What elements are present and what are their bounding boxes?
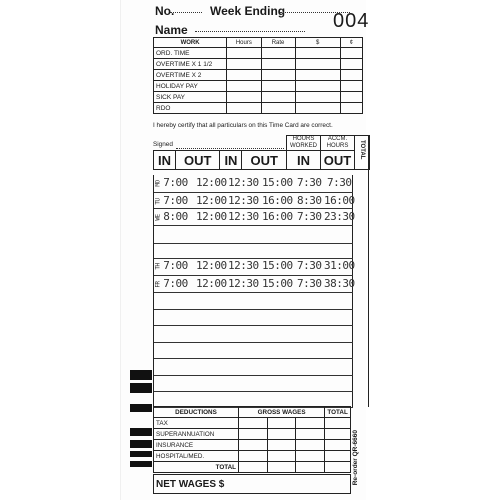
- stamp-out-1: 12:00: [196, 194, 227, 207]
- pay-cell[interactable]: [295, 59, 340, 70]
- stamp-in-2: 12:30: [228, 194, 259, 207]
- pay-header-hours: Hours: [227, 38, 261, 48]
- stamp-in-2: 12:30: [228, 210, 259, 223]
- time-grid-rule: [153, 309, 353, 310]
- pay-cell[interactable]: [261, 103, 295, 114]
- pay-cell[interactable]: [227, 48, 261, 59]
- pay-cell[interactable]: [340, 48, 362, 59]
- card-index-bar: [130, 451, 152, 457]
- name-field[interactable]: [195, 31, 305, 32]
- stamp-day: MO: [154, 179, 162, 187]
- stamp-day: TU: [154, 197, 162, 205]
- stamp-row: [155, 176, 188, 189]
- time-grid-rule: [153, 275, 353, 276]
- time-grid-rule: [153, 192, 353, 193]
- deduction-cell[interactable]: [239, 451, 268, 462]
- pay-cell[interactable]: [295, 70, 340, 81]
- stamp-out-2: 16:00: [262, 210, 293, 223]
- deduction-cell[interactable]: [239, 418, 268, 429]
- col-in-1: IN: [154, 151, 176, 170]
- pay-cell[interactable]: [227, 92, 261, 103]
- stamp-day: FR: [154, 280, 162, 288]
- deduction-cell[interactable]: [267, 462, 296, 473]
- card-index-bar: [130, 404, 152, 412]
- deduction-cell[interactable]: [267, 451, 296, 462]
- stamp-out-2: 16:00: [262, 194, 293, 207]
- deduction-cell[interactable]: [296, 418, 325, 429]
- pay-table: [153, 37, 363, 114]
- certification-text: I hereby certify that all particulars on this Time Card are correct.: [153, 122, 333, 129]
- pay-row-label: OVERTIME X 1 1/2: [154, 59, 227, 70]
- card-index-bar: [130, 461, 152, 467]
- stamp-out-1: 12:00: [196, 259, 227, 272]
- pay-row-label: HOLIDAY PAY: [154, 81, 227, 92]
- deduction-cell[interactable]: [239, 429, 268, 440]
- deduction-label: INSURANCE: [154, 440, 239, 451]
- pay-cell[interactable]: [340, 103, 362, 114]
- net-wages-label: NET WAGES $: [153, 474, 351, 494]
- pay-cell[interactable]: [261, 92, 295, 103]
- deduction-cell[interactable]: [239, 462, 268, 473]
- time-grid-rule: [153, 325, 353, 326]
- card-index-bar: [130, 440, 152, 448]
- name-label: Name: [155, 23, 188, 37]
- pay-row-label: RDO: [154, 103, 227, 114]
- stamp-in-2: 12:30: [228, 259, 259, 272]
- deduction-cell[interactable]: [296, 462, 325, 473]
- stamp-out-1: 12:00: [196, 210, 227, 223]
- gross-wages-header: GROSS WAGES: [239, 407, 325, 418]
- stamp-out-1: 12:00: [196, 277, 227, 290]
- time-grid-rule: [153, 208, 353, 209]
- pay-row-label: SICK PAY: [154, 92, 227, 103]
- pay-cell[interactable]: [261, 48, 295, 59]
- week-ending-label: Week Ending: [210, 4, 286, 18]
- stamp-row: [155, 277, 188, 290]
- pay-cell[interactable]: [295, 81, 340, 92]
- deduction-cell[interactable]: [267, 429, 296, 440]
- no-field[interactable]: [170, 12, 202, 13]
- pay-cell[interactable]: [340, 59, 362, 70]
- pay-cell[interactable]: [295, 48, 340, 59]
- deduction-cell[interactable]: [325, 429, 351, 440]
- time-grid-rule: [153, 375, 353, 376]
- deduction-cell[interactable]: [325, 451, 351, 462]
- stamp-accm-hours: 38:30: [324, 277, 355, 290]
- deduction-cell[interactable]: [296, 451, 325, 462]
- pay-cell[interactable]: [227, 59, 261, 70]
- total-header: TOTAL: [325, 407, 351, 418]
- pay-cell[interactable]: [227, 81, 261, 92]
- deductions-table: [153, 406, 351, 473]
- stamp-out-2: 15:00: [262, 277, 293, 290]
- pay-cell[interactable]: [295, 103, 340, 114]
- stamp-out-2: 15:00: [262, 176, 293, 189]
- col-out-3: OUT: [321, 151, 355, 170]
- card-index-bar: [130, 370, 152, 380]
- deduction-label: HOSPITAL/MED.: [154, 451, 239, 462]
- pay-header-work: WORK: [154, 38, 227, 48]
- time-grid-rule: [153, 243, 353, 244]
- stamp-accm-hours: 23:30: [324, 210, 355, 223]
- no-label: No.: [155, 4, 175, 18]
- stamp-hours-worked: 7:30: [297, 259, 322, 272]
- pay-row-label: OVERTIME X 2: [154, 70, 227, 81]
- pay-cell[interactable]: [340, 92, 362, 103]
- col-out-2: OUT: [242, 151, 287, 170]
- col-in-3: IN: [287, 151, 321, 170]
- stamp-accm-hours: 7:30: [327, 176, 352, 189]
- pay-cell[interactable]: [340, 70, 362, 81]
- stamp-hours-worked: 8:30: [297, 194, 322, 207]
- pay-row-label: ORD. TIME: [154, 48, 227, 59]
- time-grid-rule: [153, 391, 353, 392]
- col-in-2: IN: [220, 151, 242, 170]
- deduction-cell[interactable]: [296, 440, 325, 451]
- stamp-out-1: 12:00: [196, 176, 227, 189]
- time-grid-header: [153, 135, 370, 170]
- deduction-cell[interactable]: [267, 418, 296, 429]
- stamp-accm-hours: 31:00: [324, 259, 355, 272]
- pay-header-cents: ¢: [340, 38, 362, 48]
- deduction-cell[interactable]: [325, 418, 351, 429]
- stamp-day: TH: [154, 262, 162, 270]
- card-index-bar: [130, 428, 152, 436]
- stamp-row: [155, 194, 188, 207]
- card-right-border: [368, 135, 369, 407]
- stamp-day: WE: [154, 213, 162, 221]
- pay-header-rate: Rate: [261, 38, 295, 48]
- stamp-hours-worked: 7:30: [297, 176, 322, 189]
- stamp-out-2: 15:00: [262, 259, 293, 272]
- time-grid-rule: [153, 358, 353, 359]
- deduction-cell[interactable]: [267, 440, 296, 451]
- time-grid-left-border: [153, 175, 154, 407]
- deductions-total-label: TOTAL: [154, 462, 239, 473]
- pay-cell[interactable]: [261, 70, 295, 81]
- pay-cell[interactable]: [261, 81, 295, 92]
- stamp-in-1: 7:00: [163, 194, 188, 207]
- time-grid-rule: [153, 225, 353, 226]
- total-column-label: TOTAL: [359, 140, 365, 160]
- stamp-row: [155, 259, 188, 272]
- signed-label: Signed: [153, 141, 173, 148]
- stamp-in-2: 12:30: [228, 176, 259, 189]
- pay-cell[interactable]: [227, 70, 261, 81]
- card-index-bar: [130, 383, 152, 393]
- deduction-cell[interactable]: [296, 429, 325, 440]
- pay-cell[interactable]: [295, 92, 340, 103]
- pay-cell[interactable]: [340, 81, 362, 92]
- deduction-cell[interactable]: [239, 440, 268, 451]
- accm-hours-header: ACCM. HOURS: [321, 136, 355, 151]
- card-serial-number: 004: [333, 10, 370, 32]
- time-grid-rule: [153, 292, 353, 293]
- deduction-cell[interactable]: [325, 440, 351, 451]
- deduction-cell[interactable]: [325, 462, 351, 473]
- pay-header-dollars: $: [295, 38, 340, 48]
- stamp-hours-worked: 7:30: [297, 210, 322, 223]
- pay-cell[interactable]: [227, 103, 261, 114]
- col-out-1: OUT: [175, 151, 220, 170]
- hours-worked-header: HOURS WORKED: [287, 136, 321, 151]
- stamp-accm-hours: 16:00: [324, 194, 355, 207]
- stamp-in-1: 7:00: [163, 259, 188, 272]
- stamp-row: [155, 210, 188, 223]
- pay-cell[interactable]: [261, 59, 295, 70]
- deductions-header: DEDUCTIONS: [154, 407, 239, 418]
- time-grid-rule: [153, 342, 353, 343]
- stamp-in-1: 7:00: [163, 277, 188, 290]
- reorder-code: Re-order QR-6660: [352, 430, 359, 486]
- stamp-in-1: 7:00: [163, 176, 188, 189]
- stamp-in-2: 12:30: [228, 277, 259, 290]
- stamp-in-1: 8:00: [163, 210, 188, 223]
- deduction-label: TAX: [154, 418, 239, 429]
- stamp-hours-worked: 7:30: [297, 277, 322, 290]
- deduction-label: SUPERANNUATION: [154, 429, 239, 440]
